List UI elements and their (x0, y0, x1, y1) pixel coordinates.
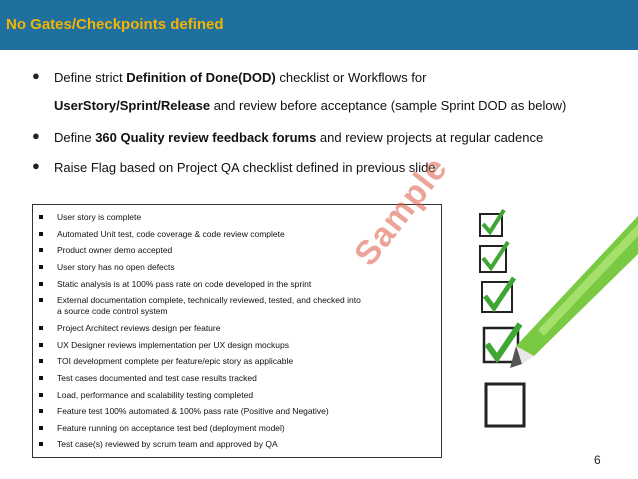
bullet-1-line-2 (54, 98, 566, 113)
dod-checklist-box: User story is complete Automated Unit test, code coverage & code review complete Product owner demo accepted User story has no open defects Static analysis is at 100% pass rate on code developed in the sprint External documentation complete, technically reviewed, tested, and checked into a source code control system Project Architect reviews design per feature UX Designer reviews implementation per UX design mockups TOI development complete per feature/epic story as applicable Test cases documented and test case results tracked Load, performance and scalability testing completed Feature test 100% automated & 100% pass rate (Positive and Negative) Feature running on acceptance test bed (deployment model) Test case(s) reviewed by scrum team and approved by QA (32, 204, 442, 458)
checkbox-icon (482, 278, 514, 312)
bullet-2-text-b: and review projects at regular cadence (316, 130, 544, 145)
square-bullet-icon (39, 343, 43, 347)
bullet-2-bold: 360 Quality review feedback forums (95, 130, 317, 145)
bullet-1-text-b: checklist or Workflows for (275, 70, 427, 85)
slide-title: No Gates/Checkpoints defined (6, 16, 224, 33)
square-bullet-icon (39, 426, 43, 430)
bullet-marker: ● (32, 68, 40, 83)
pen-icon (510, 216, 638, 368)
bullet-1-bold-a: Definition of Done(DOD) (126, 70, 276, 85)
bullet-2 (54, 130, 543, 145)
page-number: 6 (594, 453, 601, 467)
checkbox-icon (486, 384, 524, 426)
square-bullet-icon (39, 298, 43, 302)
bullet-marker: ● (32, 158, 40, 173)
bullet-1-bold-b: UserStory/Sprint/Release (54, 98, 211, 113)
bullet-1-line-1 (54, 70, 426, 85)
checklist-illustration (446, 196, 638, 458)
checkbox-icon (480, 210, 504, 236)
checkbox-icon (480, 242, 508, 272)
square-bullet-icon (39, 232, 43, 236)
square-bullet-icon (39, 376, 43, 380)
square-bullet-icon (39, 248, 43, 252)
bullet-1-text-c: and review before acceptance (sample Sprint DOD as below) (210, 98, 567, 113)
square-bullet-icon (39, 265, 43, 269)
main-bullets (0, 0, 638, 200)
square-bullet-icon (39, 393, 43, 397)
square-bullet-icon (39, 215, 43, 219)
bullet-1-text-a: Define strict (54, 70, 127, 85)
square-bullet-icon (39, 326, 43, 330)
square-bullet-icon (39, 282, 43, 286)
square-bullet-icon (39, 359, 43, 363)
bullet-marker: ● (32, 128, 40, 143)
sample-watermark: Sample (347, 149, 456, 273)
square-bullet-icon (39, 442, 43, 446)
bullet-3 (54, 160, 436, 175)
square-bullet-icon (39, 409, 43, 413)
bullet-2-text-a: Define (54, 130, 96, 145)
bullet-3-text: Raise Flag based on Project QA checklist defined in previous slide (54, 160, 436, 175)
